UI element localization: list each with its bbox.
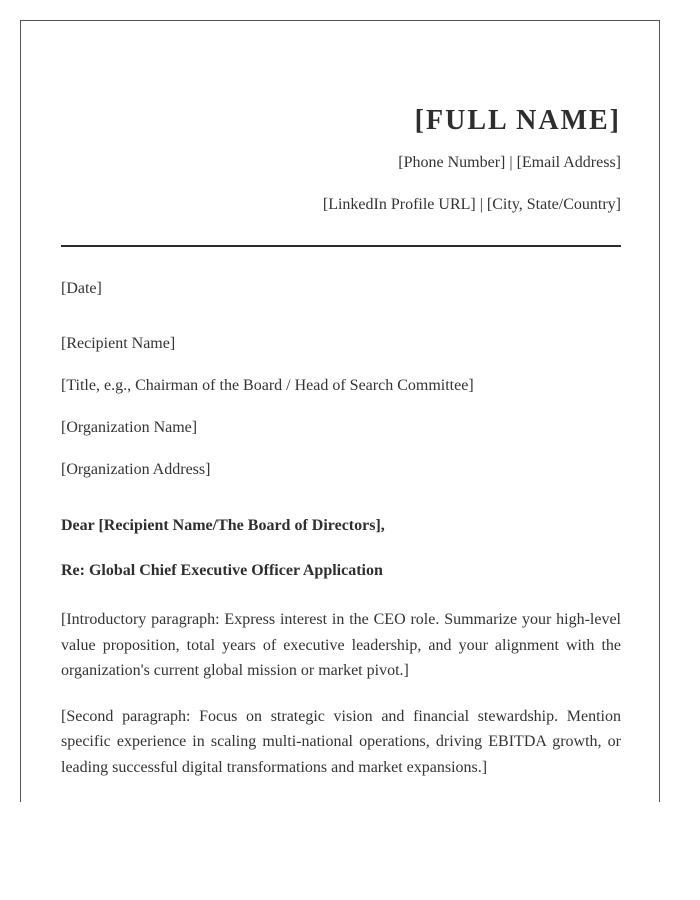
subject-line: Re: Global Chief Executive Officer Application: [61, 562, 383, 579]
header-divider: [61, 245, 621, 247]
full-name: [FULL NAME]: [414, 105, 621, 136]
contact-line-phone-email: [Phone Number] | [Email Address]: [398, 154, 621, 171]
letter-date: [Date]: [61, 280, 102, 297]
recipient-title: [Title, e.g., Chairman of the Board / Head of Search Committee]: [61, 377, 474, 394]
intro-paragraph: [Introductory paragraph: Express interest in the CEO role. Summarize your high-level value proposition, total years of executive leadership, and your alignment with the organization's current global mission or market pivot.]: [61, 611, 621, 679]
letter-header: [61, 105, 621, 215]
recipient-name: [Recipient Name]: [61, 335, 176, 352]
salutation: Dear [Recipient Name/The Board of Directors],: [61, 517, 385, 534]
letter-content: [61, 21, 621, 780]
recipient-organization: [Organization Name]: [61, 419, 198, 436]
letter-page: [20, 20, 660, 802]
second-paragraph: [Second paragraph: Focus on strategic vision and financial stewardship. Mention specific experience in scaling multi-national operations, driving EBITDA growth, or leading successful digital transformations and market expansions.]: [61, 707, 621, 776]
contact-line-linkedin-location: [LinkedIn Profile URL] | [City, State/Country]: [322, 196, 621, 213]
recipient-address: [Organization Address]: [61, 461, 211, 478]
